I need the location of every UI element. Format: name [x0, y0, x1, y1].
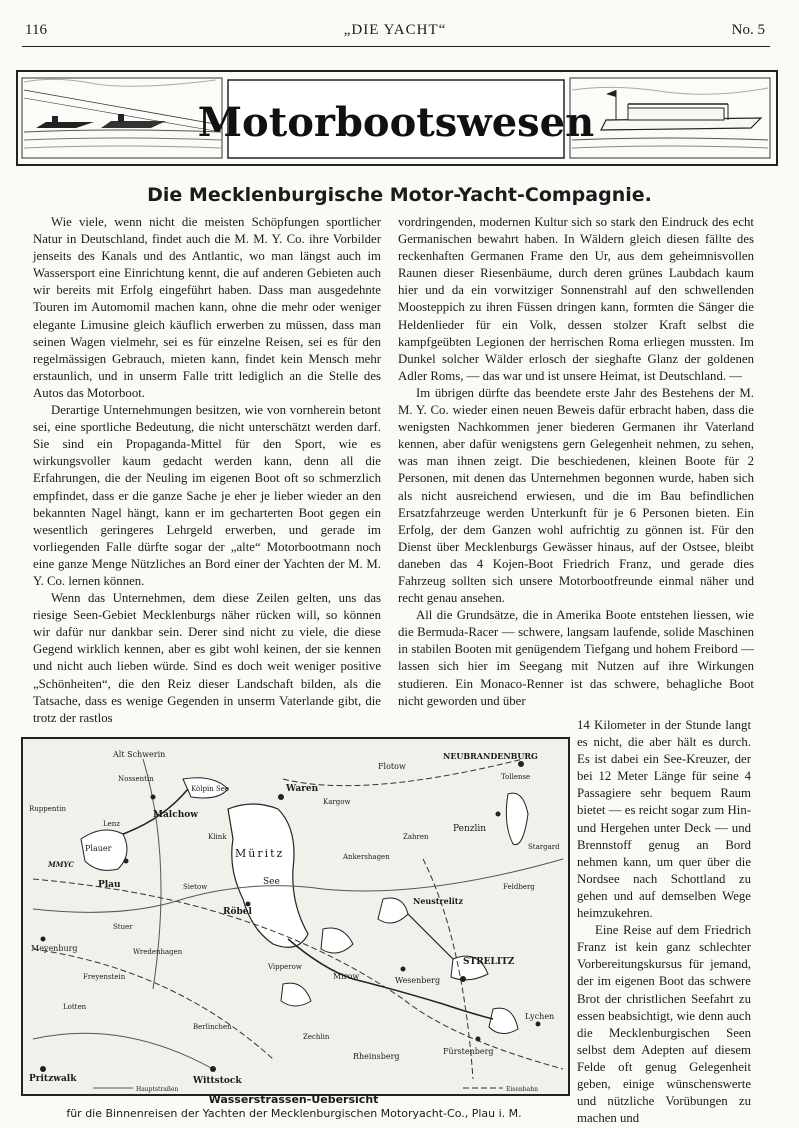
place-label: Zahren: [403, 833, 429, 841]
place-label: Wredenhagen: [133, 948, 183, 956]
place-label: Ankershagen: [343, 853, 390, 861]
place-label: Lenz: [103, 820, 120, 828]
place-label: STRELITZ: [463, 957, 515, 967]
place-label: Röbel: [223, 907, 252, 917]
place-label: Zechlin: [303, 1033, 330, 1041]
paragraph: All die Grundsätze, die in Amerika Boote entstehen liessen, wie die Bermuda-Racer — schwere, langsam laufende, solide Maschinen in stabilen Booten mit genügendem Tiefgang und hohem Freibord — lassen sich hier im Seegang mit Nutzen auf ihre Wirkungen studieren. Ein Monaco-Renner ist das schwere, behagliche Boot nicht geworden und über: [398, 608, 754, 708]
paragraph: Eine Reise auf dem Friedrich Franz ist kein ganz schlechter Vorbereitungskursus für jemand, der im eigenen Boot das schwere Brot der christlichen Seefahrt zu essen beabsichtigt, wie denn auch die Mecklenburgischen Seen selbst dem Adepten auf diesem Felde oft genug Gelegenheit geben, einige wünschenswerte und nützliche Vorübungen zu machen und: [577, 923, 751, 1126]
place-label: Freyenstein: [83, 973, 126, 981]
place-label: Müritz: [235, 847, 285, 860]
place-label: Stargard: [528, 843, 560, 851]
map-caption-text: für die Binnenreisen der Yachten der Mecklenburgischen Motoryacht-Co., Plau i. M.: [66, 1107, 522, 1120]
place-label: See: [263, 877, 280, 887]
running-header: [25, 22, 765, 40]
place-label: Alt Schwerin: [113, 750, 166, 759]
paragraph: vordringenden, modernen Kultur sich so stark den Eindruck des echt Germanischen bewahrt haben. In Wäldern gleich diesen fällte des reckenhaften Germanen Frame den Ur, aus dem geheimnisvollen Raunen dieser Riesenbäume, durch deren grünes Laubdach kaum hier und da ein vorwitziger Sonnenstrahl auf den schwellenden Moosteppich zu ihren Füssen dringen kann, formten die Sänger die Heldenlieder für ein Volk, dessen stolzer Kraft selbst die kampfgeübten Legionen der herrischen Roma erliegen mussten. Im Dunkel solcher Wälder erlosch der sieghafte Glanz der goldenen Adler Roms, — das war und ist unsere Heimat, ist Deutschland. —: [398, 215, 754, 383]
lake: [281, 983, 311, 1006]
place-label: Ruppentin: [29, 805, 66, 813]
page-number: 116: [25, 22, 47, 38]
place-label: MMYC: [48, 860, 74, 869]
paragraph: 14 Kilometer in der Stunde langt es nicht, die aber hält es durch. Es ist dabei ein See-Kreuzer, der bei 12 Meter Länge für seine 4 Passagiere sehr bequem Raum bietet — es reicht sogar zum Hin- und Hergehen unter Deck — und Brennstoff genug an Bord nehmen kann, um quer über die Nordsee nach Schottland zu gehen und auf demselben Wege heimzukehren.: [577, 718, 751, 921]
place-label: NEUBRANDENBURG: [443, 751, 538, 761]
article-title: Die Mecklenburgische Motor-Yacht-Compagnie.: [147, 184, 652, 206]
place-label: Plau: [98, 880, 121, 890]
paragraph: Wenn das Unternehmen, dem diese Zeilen gelten, uns das riesige Seen-Gebiet Mecklenburgs näher rücken will, so können wir dafür nur dankbar sein. Derer sind nicht zu viele, die diese Gegend wirklich kennen, aber es gibt wohl keinen, der sie kennen und nicht auch lieben würde. Sind es doch weit weniger positive „Schönheiten“, die den Reiz dieser Landschaft bilden, als die Tatsache, dass es wenige Gegenden in unserm Vaterlande gibt, die trotz der rastlos: [33, 591, 381, 725]
paragraph: Derartige Unternehmungen besitzen, wie von vornherein betont sei, eine sportliche Bedeutung, die nicht unterschätzt werden darf. Sie sind ein Propaganda-Mittel für den Sport, wie es wirkungsvoller kaum gedacht werden kann, denn all die Erfahrungen, die der Neuling im eigenen Boot oft so schmerzlich empfindet, dass er die ganze Sache je eher je lieber wieder an den bekannten Nagel hängt, kann er im gecharterten Boot gegen ein wesentlich geringeres Lehrgeld erwerben, und gerade im vorliegenden Falle dürfte sogar der „alte“ Motorbootmann noch eine ganze Menge Nützliches an Bord einer der Yachten der M. M. Y. Co. lernen können.: [33, 403, 381, 588]
main-road: [33, 1033, 213, 1069]
place-label: Penzlin: [453, 824, 487, 834]
place-label: Wesenberg: [395, 976, 441, 985]
place-label: Pritzwalk: [29, 1074, 77, 1084]
mueritz-lake: [228, 804, 308, 947]
place-label: Plauer: [85, 844, 112, 853]
place-label: Kölpin See: [191, 785, 230, 793]
place-label: Feldberg: [503, 883, 535, 891]
place-label: Fürstenberg: [443, 1047, 494, 1056]
place-label: Nossentin: [118, 775, 154, 783]
zierker-see: [378, 898, 408, 923]
text-column-right: [398, 214, 754, 710]
lake: [321, 928, 353, 953]
place-label: Lotten: [63, 1003, 87, 1011]
place-label: Klink: [208, 833, 227, 841]
place-label: Flotow: [378, 762, 406, 771]
section-banner: [16, 70, 778, 166]
text-column-narrow: [577, 717, 751, 1127]
place-label: Lychen: [525, 1012, 555, 1021]
place-label: Waren: [286, 784, 319, 794]
lake: [489, 1008, 518, 1033]
place-label: Wittstock: [193, 1076, 242, 1086]
waterways-map: [21, 737, 570, 1096]
place-label: Kargow: [323, 798, 351, 806]
paragraph: Wie viele, wenn nicht die meisten Schöpfungen sportlicher Natur in Deutschland, findet auch die M. M. Y. Co. ihre Vorbilder jenseits des Kanals und des Antlantic, wo man längst auch im Wassersport eine Einrichtung kennt, die auf anderen Gebieten auch wir bereits mit Erfolg eingeführt haben. Dass man ausgedehnte Touren im Automomil machen kann, ohne die mehr oder weniger elegante Limusine gleich käuflich erwerben zu müssen, dass man seinen Wagen vielmehr, sei es für einzelne Reisen, sei es für den regelmässigen Gebrauch, mieten kann, findet kein Mensch mehr erstaunlich, und in unserm Falle tritt lediglich an die Stelle des Autos das Motorboot.: [33, 215, 381, 400]
map-caption-title: Wasserstrassen-Uebersicht: [208, 1093, 379, 1106]
place-label: Tollense: [501, 773, 531, 781]
section-title: Motorbootswesen: [197, 99, 595, 146]
text-column-left: [33, 214, 381, 727]
place-label: Rheinsberg: [353, 1052, 400, 1061]
place-label: Stuer: [113, 923, 133, 931]
map-drawing: [23, 739, 568, 1094]
legend-label: Hauptstraßen: [136, 1086, 179, 1093]
paragraph: Im übrigen dürfte das beendete erste Jahr des Bestehens der M. M. Y. Co. wieder einen neuen Beweis dafür erbracht haben, dass die wenigsten Nachkommen jener biederen Germanen ihr Vaterland kennen, aber dafür wenigstens gern Gelegenheit nehmen, zu sehen, was man ihnen zeigt. Die beschiedenen, kleinen Boote für 2 Personen, mit denen das Unternehmen begonnen wurde, haben sich als nicht ausreichend erwiesen, und die im Bau befindlichen Ersatzfahrzeuge werden Unterkunft für je 6 Personen bieten. Ein Erfolg, der dem Ganzen wohl aufrichtig zu gönnen ist. Für den Dienst über Mecklenburgs Gewässer hinaus, auf der Ostsee, bleibt daneben das 4 Kojen-Boot Friedrich Franz, und gerade dies Fahrzeug sollten sich unsere Motorbootfreunde einmal näher und recht genau ansehen.: [398, 385, 754, 606]
place-label: Berlinchen: [193, 1023, 232, 1031]
place-label: Vipperow: [268, 963, 302, 971]
place-label: Neustrelitz: [413, 896, 464, 906]
header-rule: [22, 46, 770, 47]
place-label: Mirow: [333, 972, 360, 981]
place-label: Sietow: [183, 883, 208, 891]
tollense-see: [506, 793, 528, 844]
issue-number: No. 5: [731, 22, 765, 38]
place-label: Malchow: [153, 810, 198, 820]
running-title: „DIE YACHT“: [343, 22, 447, 38]
legend-label: Eisenbahn: [506, 1086, 538, 1093]
waterway: [408, 914, 453, 959]
place-label: Meyenburg: [31, 944, 78, 953]
